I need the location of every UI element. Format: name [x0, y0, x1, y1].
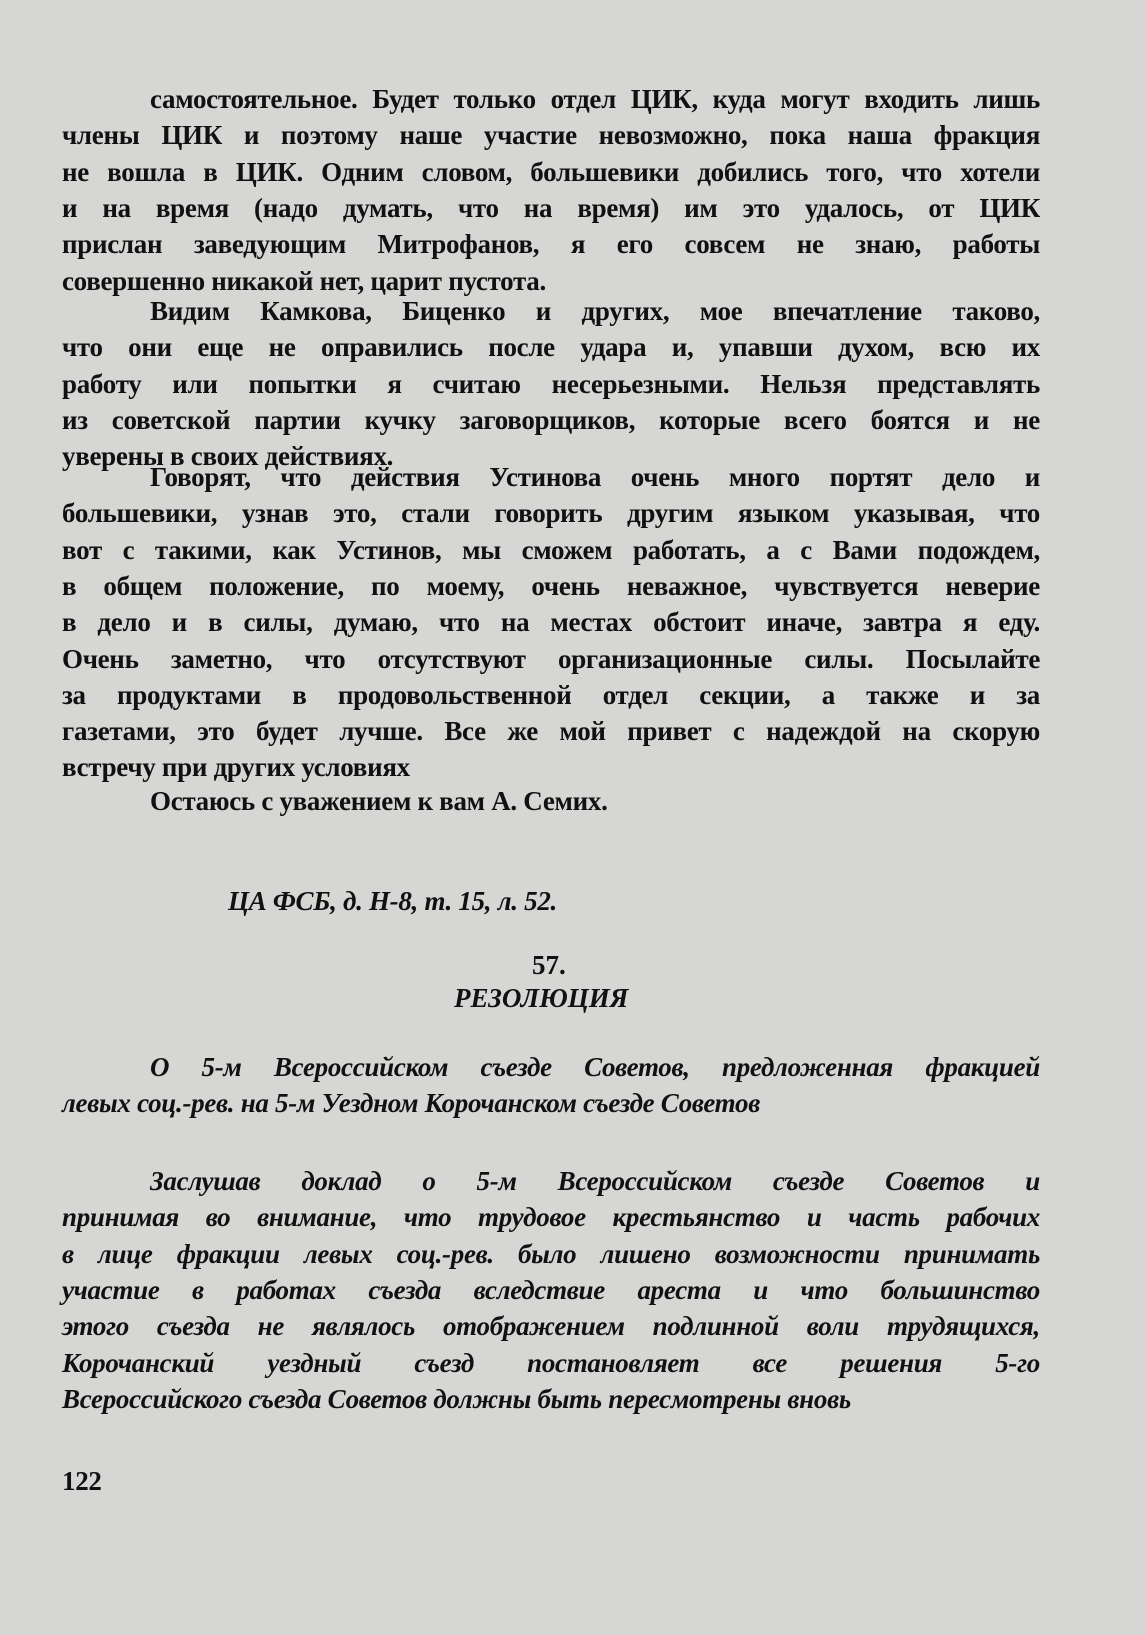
paragraph-3-line: большевики, узнав это, стали говорить другим языком указывая, что — [62, 498, 1040, 529]
resolution-body-line: Всероссийского съезда Советов должны быть пересмотрены вновь — [62, 1383, 851, 1414]
paragraph-1-line: члены ЦИК и поэтому наше участие невозможно, пока наша фракция — [62, 120, 1040, 151]
document-subtitle-line: левых соц.-рев. на 5-м Уездном Корочанском съезде Советов — [62, 1088, 760, 1119]
document-subtitle-line: О 5-м Всероссийском съезде Советов, предложенная фракцией — [150, 1052, 1040, 1082]
resolution-body-line: принимая во внимание, что трудовое крестьянство и часть рабочих — [62, 1202, 1040, 1233]
paragraph-3-line: встречу при других условиях — [62, 752, 410, 783]
paragraph-1-line: прислан заведующим Митрофанов, я его совсем не знаю, работы — [62, 229, 1040, 260]
resolution-body-line: этого съезда не являлось отображением подлинной воли трудящихся, — [62, 1311, 1040, 1342]
paragraph-3-line: вот с такими, как Устинов, мы сможем работать, а с Вами подождем, — [62, 534, 1040, 565]
letter-closing: Остаюсь с уважением к вам А. Семих. — [150, 786, 608, 816]
paragraph-2-line: уверены в своих действиях. — [62, 441, 394, 472]
paragraph-3-line: Говорят, что действия Устинова очень много портят дело и — [150, 462, 1040, 492]
document-title: РЕЗОЛЮЦИЯ — [454, 983, 629, 1013]
paragraph-2-line: Видим Камкова, Биценко и других, мое впечатление таково, — [150, 296, 1040, 326]
paragraph-3-line: газетами, это будет лучше. Все же мой привет с надеждой на скорую — [62, 716, 1040, 747]
paragraph-2-line: работу или попытки я считаю несерьезными. Нельзя представлять — [62, 368, 1040, 399]
paragraph-2-line: из советской партии кучку заговорщиков, которые всего боятся и не — [62, 404, 1040, 435]
paragraph-1-line: не вошла в ЦИК. Одним словом, большевики добились того, что хотели — [62, 156, 1040, 187]
paragraph-3-line: в общем положение, по моему, очень неважное, чувствуется неверие — [62, 570, 1040, 601]
paragraph-1-line: и на время (надо думать, что на время) им это удалось, от ЦИК — [62, 192, 1040, 223]
document-number: 57. — [532, 950, 566, 980]
page-number: 122 — [62, 1466, 102, 1496]
paragraph-3-line: Очень заметно, что отсутствуют организационные силы. Посылайте — [62, 643, 1040, 674]
resolution-body-line: участие в работах съезда вследствие ареста и что большинство — [62, 1274, 1040, 1305]
paragraph-2-line: что они еще не оправились после удара и, упавши духом, всю их — [62, 332, 1040, 363]
archive-source: ЦА ФСБ, д. Н-8, т. 15, л. 52. — [228, 886, 557, 916]
resolution-body-line: Корочанский уездный съезд постановляет все решения 5-го — [62, 1347, 1040, 1378]
paragraph-3-line: в дело и в силы, думаю, что на местах обстоит иначе, завтра я еду. — [62, 607, 1040, 638]
paragraph-1-line: самостоятельное. Будет только отдел ЦИК, куда могут входить лишь — [150, 84, 1040, 114]
resolution-body-line: в лице фракции левых соц.-рев. было лишено возможности принимать — [62, 1238, 1040, 1269]
paragraph-3-line: за продуктами в продовольственной отдел секции, а также и за — [62, 679, 1040, 710]
resolution-body-line: Заслушав доклад о 5-м Всероссийском съезде Советов и — [150, 1166, 1040, 1196]
paragraph-1-line: совершенно никакой нет, царит пустота. — [62, 265, 546, 296]
